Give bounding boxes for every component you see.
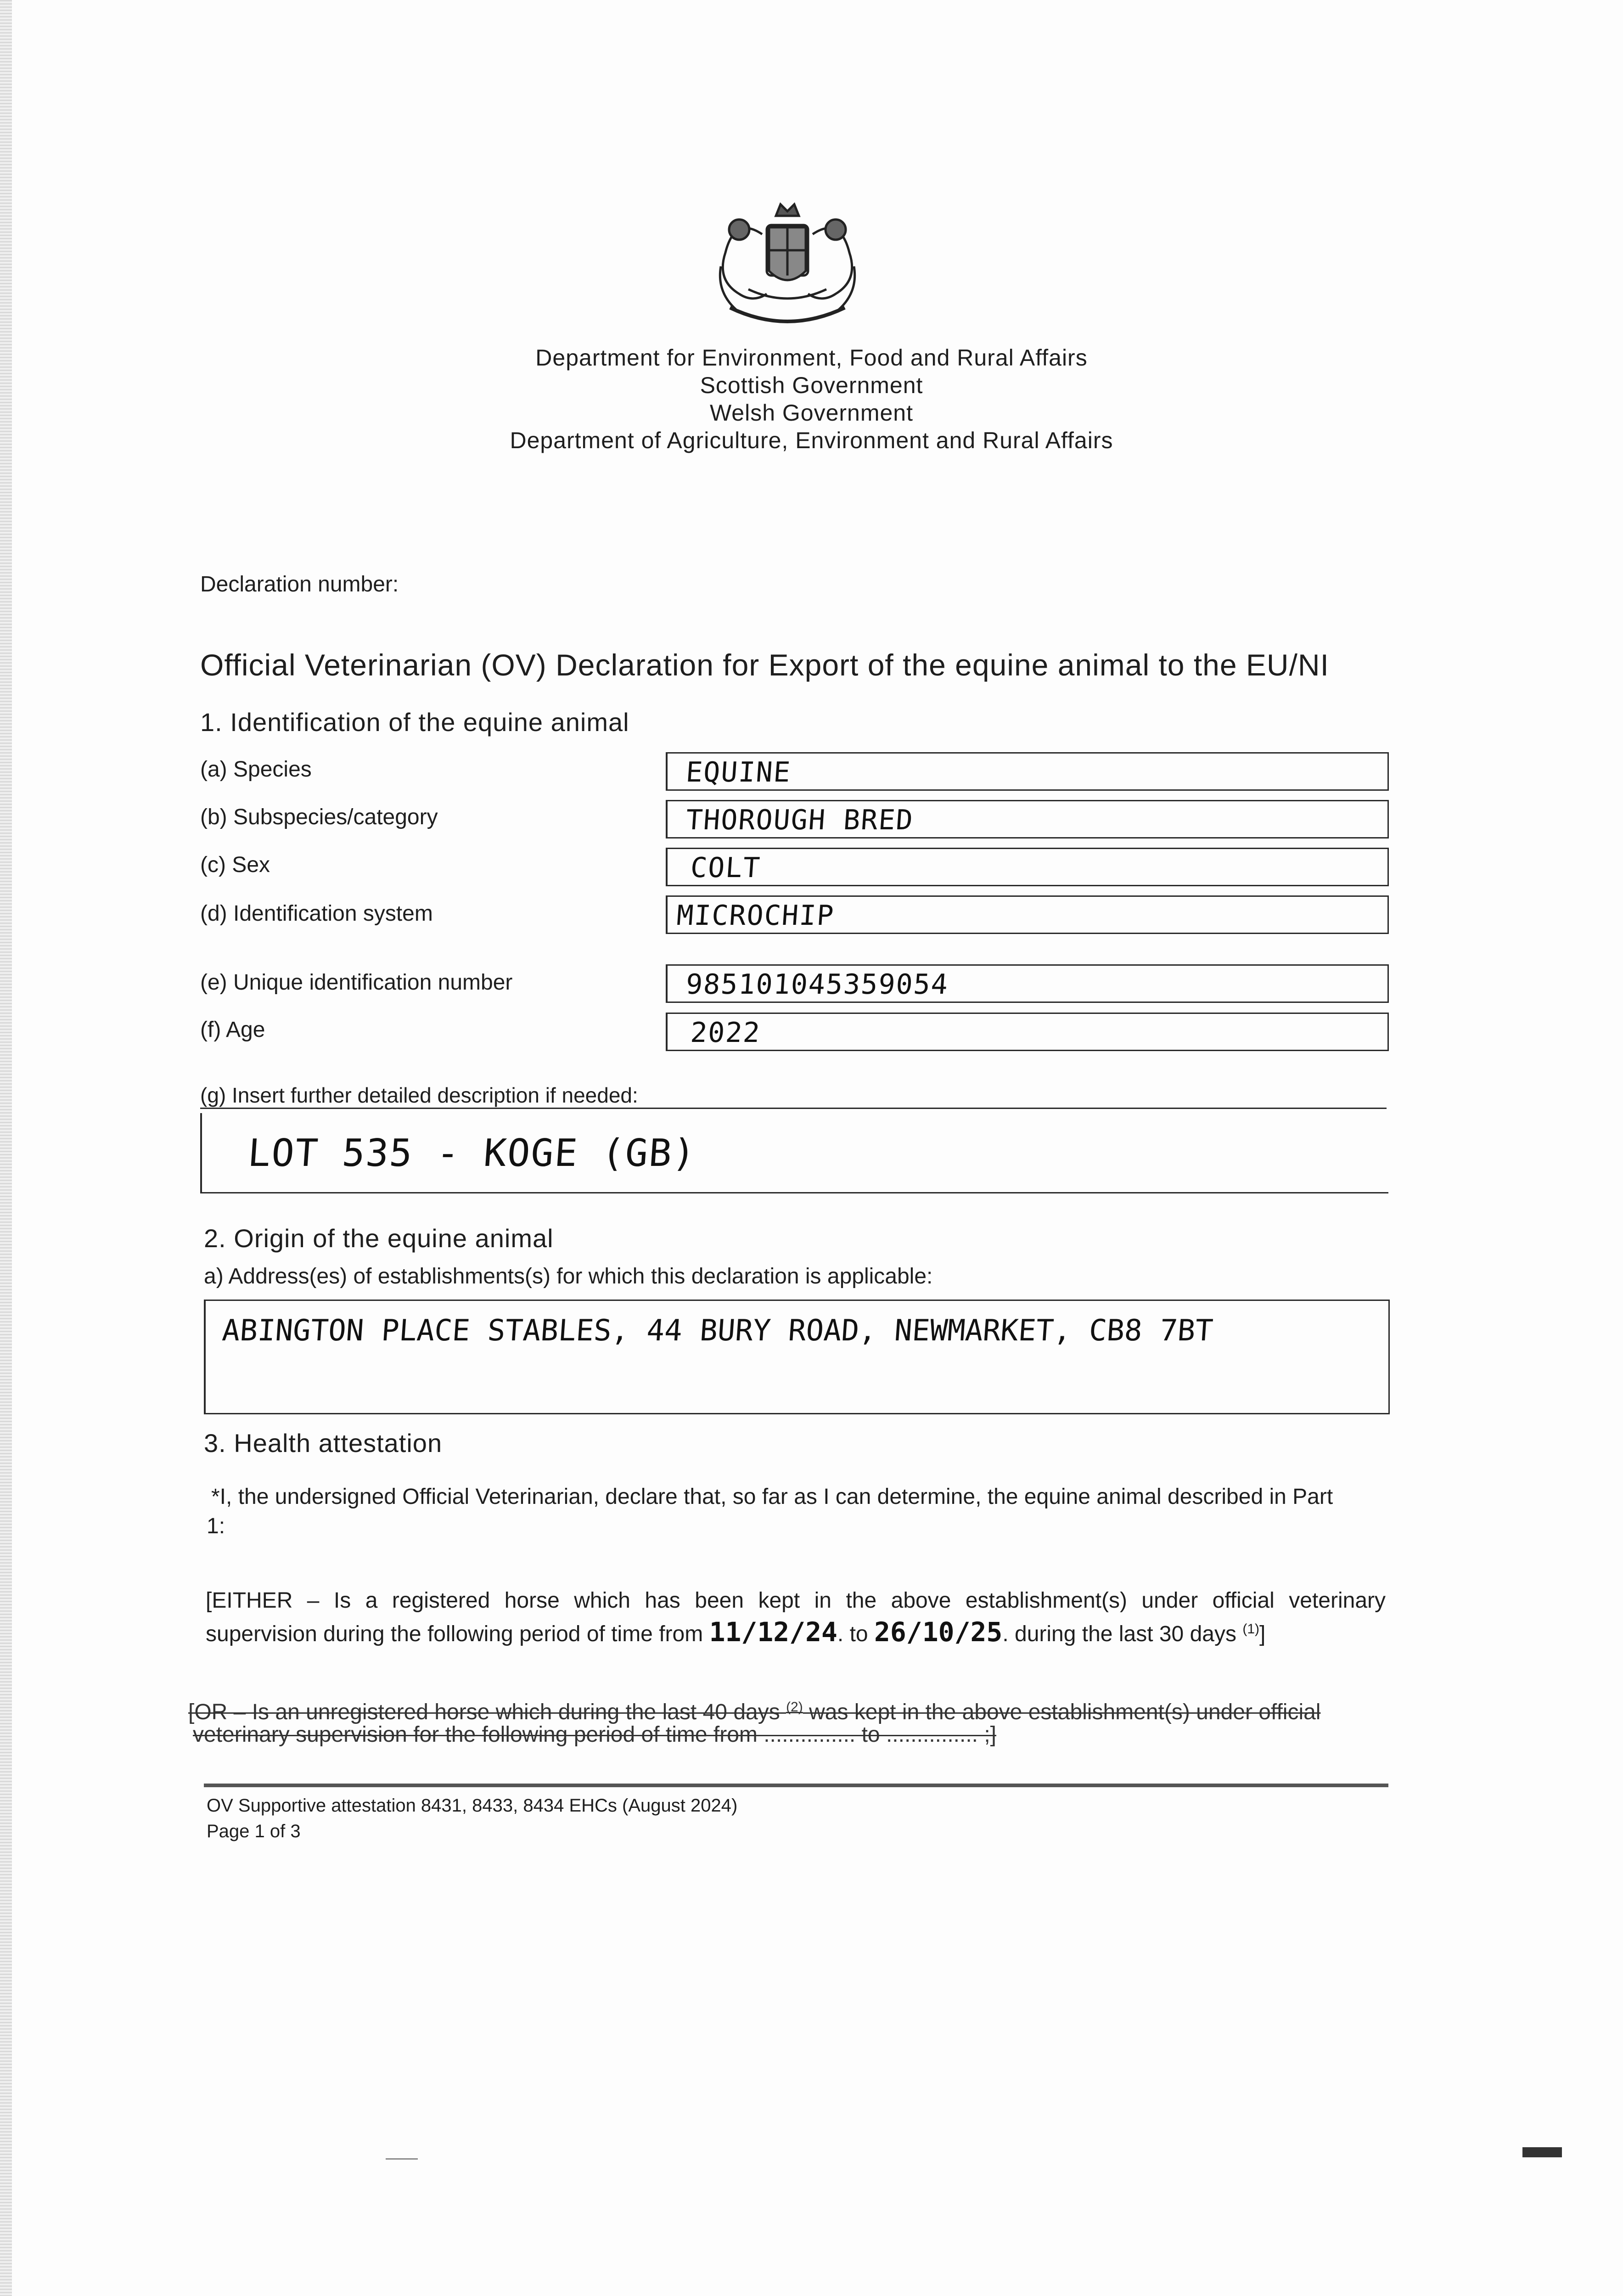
department-line-2: Scottish Government — [700, 372, 923, 398]
either-footnote-ref: (1) — [1242, 1621, 1259, 1637]
scan-speck — [386, 2158, 418, 2160]
description-label: (g) Insert further detailed description if needed: — [200, 1083, 638, 1107]
or-line-1-end: was kept in the above establishment(s) under official — [809, 1700, 1321, 1724]
footer-attestation: OV Supportive attestation 8431, 8433, 8434 EHCs (August 2024) — [207, 1795, 738, 1816]
species-label: (a) Species — [200, 757, 312, 782]
subspecies-label: (b) Subspecies/category — [200, 805, 438, 829]
attestation-intro-line-2: 1: — [207, 1514, 225, 1538]
species-field[interactable] — [666, 752, 1389, 791]
sex-value: COLT — [689, 852, 762, 884]
either-line-2 — [206, 1615, 1265, 1649]
footer-page-number: Page 1 of 3 — [207, 1821, 301, 1841]
either-from-date: 11/12/24 — [709, 1616, 837, 1648]
subspecies-field[interactable] — [666, 800, 1389, 838]
or-footnote-ref: (2) — [786, 1699, 803, 1715]
royal-coat-of-arms-emblem — [702, 197, 872, 340]
sex-label: (c) Sex — [200, 853, 270, 877]
unique-id-field[interactable] — [666, 964, 1389, 1003]
section-1-heading: 1. Identification of the equine animal — [200, 708, 629, 737]
description-value: LOT 535 - KOGE (GB) — [246, 1131, 698, 1175]
or-line-2: veterinary supervision for the following period of time from ............... to ............... ;] — [193, 1722, 997, 1747]
identification-system-field[interactable] — [666, 895, 1389, 934]
unique-id-value: 985101045359054 — [685, 968, 950, 1001]
either-line-1: [EITHER – Is a registered horse which has been kept in the above establishment(s) under official veterinary — [206, 1588, 1386, 1613]
department-line-1: Department for Environment, Food and Rural Affairs — [535, 345, 1088, 371]
scan-mark — [1522, 2147, 1562, 2157]
document-title: Official Veterinarian (OV) Declaration for Export of the equine animal to the EU/NI — [200, 648, 1329, 682]
either-close: ] — [1259, 1622, 1266, 1646]
department-line-3: Welsh Government — [709, 400, 914, 426]
department-line-4: Department of Agriculture, Environment and Rural Affairs — [510, 428, 1113, 453]
either-to-word: . to — [837, 1622, 868, 1646]
footer-rule — [204, 1784, 1388, 1787]
section-3-heading: 3. Health attestation — [204, 1429, 443, 1458]
sex-field[interactable] — [666, 848, 1389, 886]
section-2-heading: 2. Origin of the equine animal — [204, 1224, 554, 1253]
age-label: (f) Age — [200, 1018, 265, 1042]
or-line-1-start: [OR – Is an unregistered horse which during the last 40 days — [188, 1700, 780, 1724]
species-value: EQUINE — [685, 756, 792, 788]
address-label: a) Address(es) of establishments(s) for which this declaration is applicable: — [204, 1264, 933, 1289]
attestation-intro-line-1: *I, the undersigned Official Veterinarian, declare that, so far as I can determine, the equine animal described in Part — [211, 1485, 1333, 1509]
subspecies-value: THOROUGH BRED — [685, 804, 915, 836]
age-field[interactable] — [666, 1013, 1389, 1051]
identification-system-label: (d) Identification system — [200, 901, 433, 926]
address-field[interactable] — [204, 1300, 1390, 1414]
declaration-number-label: Declaration number: — [200, 572, 399, 597]
description-field[interactable] — [200, 1113, 1388, 1193]
unique-id-label: (e) Unique identification number — [200, 970, 513, 995]
either-to-date: 26/10/25 — [874, 1616, 1003, 1648]
either-line-2-start: supervision during the following period of time from — [206, 1622, 703, 1646]
age-value: 2022 — [689, 1017, 762, 1049]
description-top-rule — [200, 1108, 1387, 1109]
address-value: ABINGTON PLACE STABLES, 44 BURY ROAD, NEWMARKET, CB8 7BT — [221, 1314, 1214, 1348]
identification-system-value: MICROCHIP — [675, 900, 836, 932]
either-line-2-end: . during the last 30 days — [1002, 1622, 1236, 1646]
